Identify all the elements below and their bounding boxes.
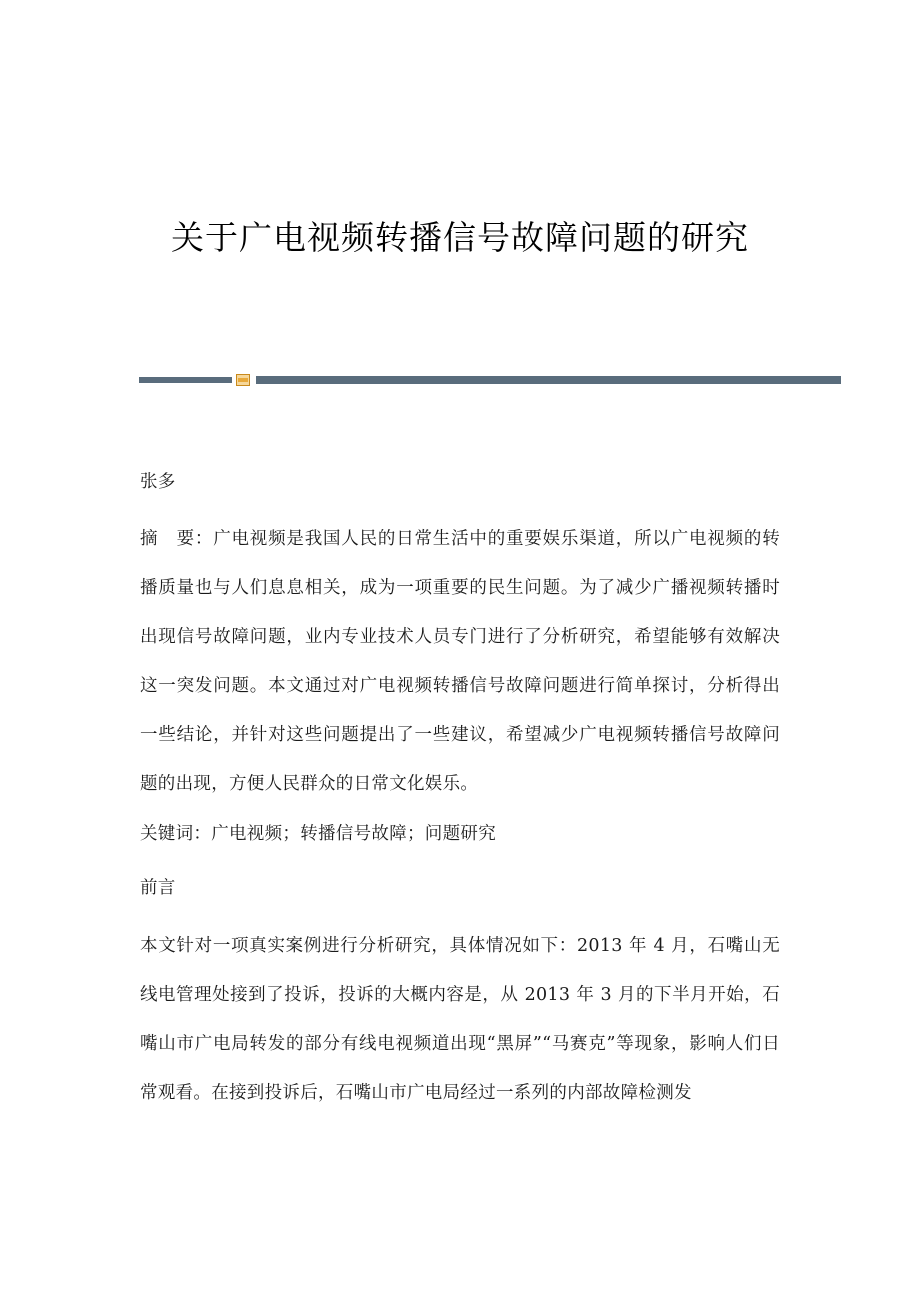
author-name: 张多 [140,472,176,492]
divider-bar-left [139,377,232,383]
keywords-line: 关键词：广电视频；转播信号故障；问题研究 [140,824,496,844]
abstract-paragraph: 摘 要：广电视频是我国人民的日常生活中的重要娱乐渠道，所以广电视频的转播质量也与人们息息相关，成为一项重要的民生问题。为了减少广播视频转播时出现信号故障问题，业内专业技术人员专门进行了分析研究，希望能够有效解决这一突发问题。本文通过对广电视频转播信号故障问题进行简单探讨，分析得出一些结论，并针对这些问题提出了一些建议，希望减少广电视频转播信号故障问题的出现，方便人民群众的日常文化娱乐。 [140,529,780,794]
section-heading: 前言 [140,878,176,898]
document-title: 关于广电视频转播信号故障问题的研究 [171,218,749,258]
body-paragraph: 本文针对一项真实案例进行分析研究，具体情况如下：2013 年 4 月，石嘴山无线电管理处接到了投诉，投诉的大概内容是，从 2013 年 3 月的下半月开始，石嘴山市广电局转发的部分有线电视频道出现“黑屏”“马赛克”等现象，影响人们日常观看。在接到投诉后，石嘴山市广电局经过一系列的内部故障检测发 [140,936,780,1103]
title-divider [139,374,841,386]
divider-bar-right [256,376,841,384]
divider-ornament-icon [236,374,250,386]
